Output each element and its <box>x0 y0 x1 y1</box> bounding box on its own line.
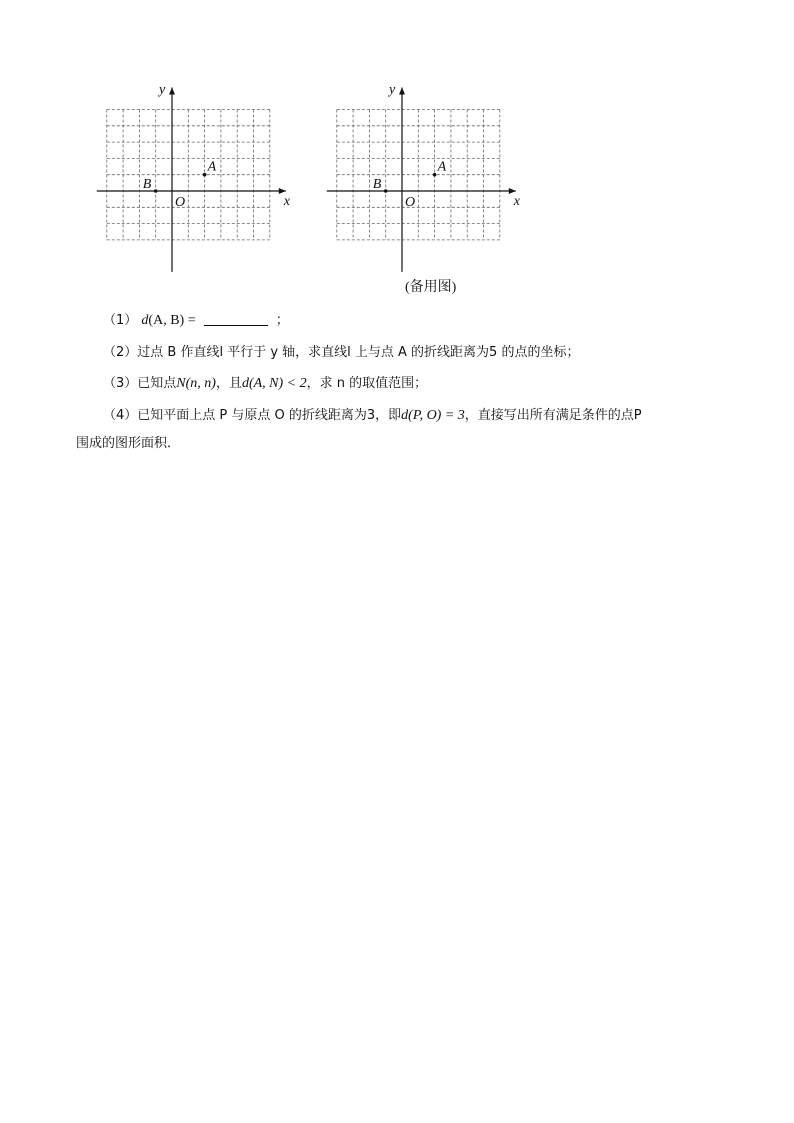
y-axis-arrow-icon <box>169 88 175 95</box>
answer-blank[interactable] <box>204 311 268 326</box>
y-axis-label: y <box>389 82 396 98</box>
x-axis-label: x <box>283 194 291 209</box>
question-1-args: (A, B) = <box>148 313 196 328</box>
question-4-formula: d(P, O) = 3 <box>401 408 465 423</box>
question-1-d: d <box>141 313 149 328</box>
question-3-point-n: N(n, n) <box>176 376 216 391</box>
question-3-post: ，求 n 的取值范围； <box>306 376 428 391</box>
point-a <box>203 173 207 177</box>
question-2: （2）过点 B 作直线l 平行于 y 轴，求直线l 上与点 A 的折线距离为5 的点的坐标； <box>103 345 580 360</box>
question-4 <box>103 406 642 426</box>
point-b-label: B <box>142 177 152 192</box>
question-1-number: （1） <box>103 313 138 328</box>
question-4-post: ，直接写出所有满足条件的点P <box>464 408 642 423</box>
question-3 <box>103 374 427 394</box>
question-4-line-2: 围成的图形面积． <box>76 436 181 451</box>
coordinate-figure-2 <box>320 78 530 278</box>
question-4-pre: （4）已知平面上点 P 与原点 O 的折线距离为3，即 <box>103 408 402 423</box>
x-axis-label: x <box>513 194 521 209</box>
grid-plot-2 <box>320 78 530 278</box>
grid-plot-1 <box>90 78 300 278</box>
question-1-end: ； <box>275 313 289 328</box>
point-b <box>154 189 158 193</box>
point-a-label: A <box>207 159 217 175</box>
question-1 <box>103 311 289 331</box>
question-1-formula <box>141 313 195 328</box>
point-b <box>384 189 388 193</box>
origin-label: O <box>175 195 186 210</box>
point-a-label: A <box>437 159 447 175</box>
point-a <box>433 173 437 177</box>
coordinate-figure-1 <box>90 78 300 278</box>
y-axis-label: y <box>159 82 166 98</box>
question-3-pre: （3）已知点 <box>103 376 177 391</box>
backup-figure-caption: (备用图) <box>405 280 457 295</box>
question-3-mid: ，且 <box>215 376 242 391</box>
point-b-label: B <box>372 177 382 192</box>
question-3-inequality: d(A, N) < 2 <box>241 376 307 391</box>
y-axis-arrow-icon <box>399 88 405 95</box>
origin-label: O <box>405 195 416 210</box>
